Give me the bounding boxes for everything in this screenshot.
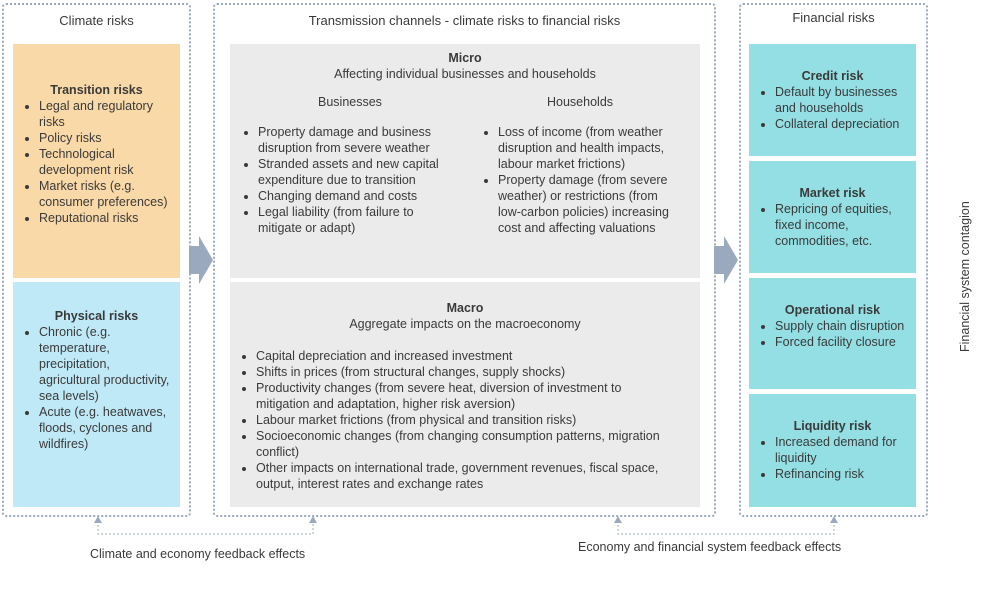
micro-title: Micro bbox=[448, 51, 482, 65]
list-item: • Collateral depreciation bbox=[775, 116, 908, 132]
contagion-label: Financial system contagion bbox=[958, 201, 972, 352]
list-item: • Legal liability (from failure to mitigate or adapt) bbox=[258, 204, 455, 236]
credit-risk-title: Credit risk bbox=[801, 69, 864, 83]
list-item: • Repricing of equities, fixed income, commodities, etc. bbox=[775, 201, 908, 249]
macro-title: Macro bbox=[446, 301, 484, 315]
list-item: • Acute (e.g. heatwaves, floods, cyclones and wildfires) bbox=[39, 404, 172, 452]
physical-risks-title: Physical risks bbox=[54, 309, 139, 323]
financial-risks-title: Financial risks bbox=[792, 10, 875, 25]
list-item: • Loss of income (from weather disruption and health impacts, labour market frictions) bbox=[498, 124, 680, 172]
list-item: • Supply chain disruption bbox=[775, 318, 908, 334]
list-item: • Policy risks bbox=[39, 130, 172, 146]
list-item: • Reputational risks bbox=[39, 210, 172, 226]
macro-subtitle: Aggregate impacts on the macroeconomy bbox=[349, 317, 581, 331]
transmission-channels-title: Transmission channels - climate risks to financial risks bbox=[308, 13, 621, 28]
list-item: • Forced facility closure bbox=[775, 334, 908, 350]
list-item: • Chronic (e.g. temperature, precipitation, agricultural productivity, sea levels) bbox=[39, 324, 172, 404]
operational-risk-title: Operational risk bbox=[784, 303, 881, 317]
list-item: • Labour market frictions (from physical and transition risks) bbox=[256, 412, 672, 428]
list-item: • Default by businesses and households bbox=[775, 84, 908, 116]
up-arrow-icon bbox=[309, 516, 317, 523]
households-heading: Households bbox=[547, 95, 614, 109]
list-item: • Legal and regulatory risks bbox=[39, 98, 172, 130]
list-item: • Changing demand and costs bbox=[258, 188, 455, 204]
list-item: • Increased demand for liquidity bbox=[775, 434, 908, 466]
list-item: • Capital depreciation and increased investment bbox=[256, 348, 672, 364]
list-item: • Property damage and business disruption from severe weather bbox=[258, 124, 455, 156]
up-arrow-icon bbox=[94, 516, 102, 523]
transition-risks-title: Transition risks bbox=[50, 83, 143, 97]
list-item: • Other impacts on international trade, government revenues, fiscal space, output, interest rates and exchange rates bbox=[256, 460, 672, 492]
list-item: • Technological development risk bbox=[39, 146, 172, 178]
list-item: • Shifts in prices (from structural changes, supply shocks) bbox=[256, 364, 672, 380]
up-arrow-icon bbox=[830, 516, 838, 523]
economy-financial-feedback-label: Economy and financial system feedback effects bbox=[578, 540, 842, 554]
list-item: • Market risks (e.g. consumer preferences) bbox=[39, 178, 172, 210]
micro-subtitle: Affecting individual businesses and households bbox=[334, 67, 596, 81]
list-item: • Stranded assets and new capital expenditure due to transition bbox=[258, 156, 455, 188]
climate-economy-feedback-label: Climate and economy feedback effects bbox=[90, 547, 306, 561]
list-item: • Property damage (from severe weather) or restrictions (from low-carbon policies) increasing cost and affecting valuations bbox=[498, 172, 680, 236]
businesses-heading: Businesses bbox=[318, 95, 382, 109]
list-item: • Refinancing risk bbox=[775, 466, 908, 482]
list-item: • Socioeconomic changes (from changing consumption patterns, migration conflict) bbox=[256, 428, 672, 460]
liquidity-risk-title: Liquidity risk bbox=[793, 419, 872, 433]
up-arrow-icon bbox=[614, 516, 622, 523]
list-item: • Productivity changes (from severe heat, diversion of investment to mitigation and adaptation, higher risk aversion) bbox=[256, 380, 672, 412]
market-risk-title: Market risk bbox=[799, 186, 866, 200]
climate-risks-title: Climate risks bbox=[59, 13, 134, 28]
